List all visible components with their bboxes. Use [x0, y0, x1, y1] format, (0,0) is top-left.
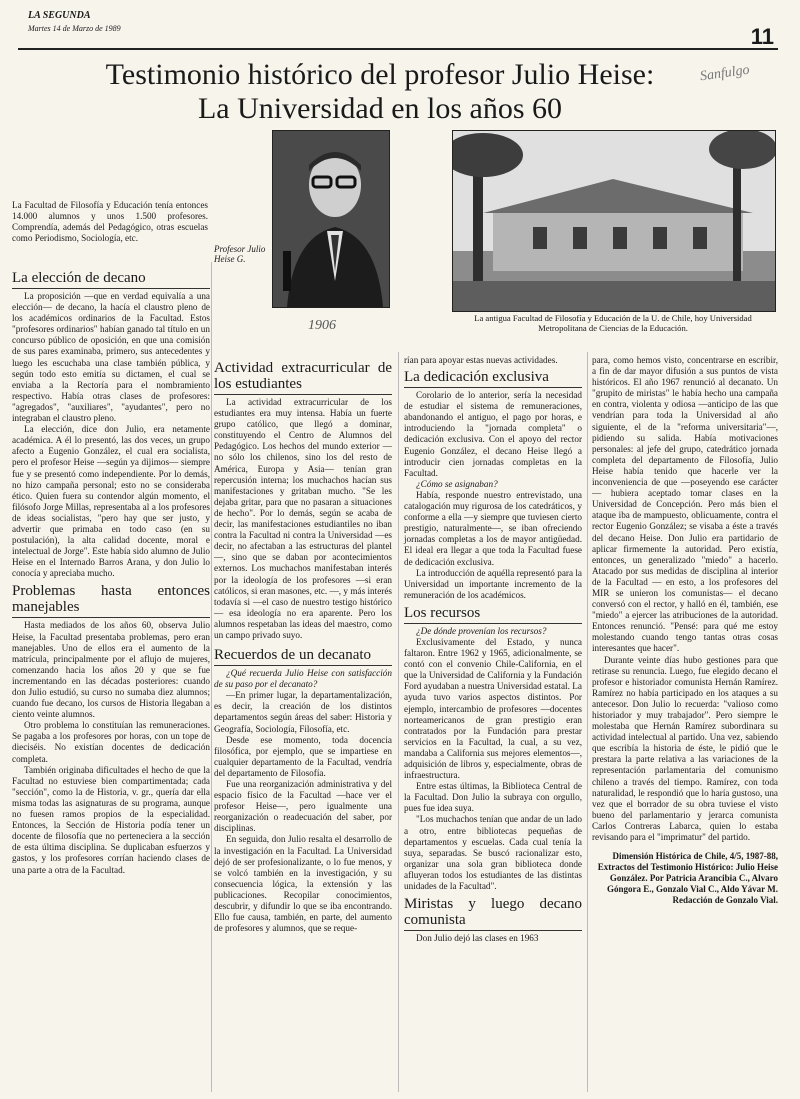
paragraph: La introducción de aquélla representó para la Universidad un importante incremento de la remuneración de los académicos. — [404, 567, 582, 600]
interview-question: ¿Cómo se asignaban? — [416, 478, 498, 489]
article-column-1 — [12, 270, 210, 876]
paragraph: La actividad extracurricular de los estudiantes era muy intensa. Había un fuerte grupo católico, que llegó a dominar, constituyendo el Centro de Alumnos del Pedagógico. Los hechos del mundo exterior —no sólo los chilenos, sino los del resto de América, Europa y Asia— tenían gran repercusión interna; los muchachos hacían sus manifestaciones y gritaban mucho. "Se les dejaba gritar, para que no pasaran a situaciones de hecho". Por lo demás, según se acaba de decir, las manifestaciones estudiantiles no iban contra la Facultad ni contra la Universidad —es decir, no afectaban a las estructuras del plantel—, sino que se daban por acontecimientos externos. Los muchachos manifestaban interés por la ideología de los profesores —si eran católicos, si eran masones, etc. —, y más interés todavía si —el caso de nuestro testigo histórico— esa ideología no era aparente. Pero los alumnos respetaban las ideas del maestro, como un campo privado suyo. — [214, 397, 392, 640]
section-heading-actividad: Actividad extracurricular de los estudiantes — [214, 360, 392, 395]
newspaper-name: LA SEGUNDA — [28, 10, 91, 21]
paragraph: Don Julio dejó las clases en 1963 — [416, 933, 539, 944]
interview-question: ¿De dónde provenían los recursos? — [416, 625, 547, 636]
section-heading-problemas: Problemas hasta entonces manejables — [12, 583, 210, 618]
portrait-photo — [272, 130, 390, 308]
handwritten-signature: Sanfulgo — [699, 62, 751, 85]
section-heading-miristas: Miristas y luego decano comunista — [404, 896, 582, 931]
article-column-3 — [404, 355, 582, 944]
masthead — [18, 4, 778, 50]
column-divider — [587, 352, 588, 1092]
paragraph: rían para apoyar estas nuevas actividades. — [404, 355, 558, 365]
handwritten-year: 1906 — [308, 318, 336, 333]
paragraph: Exclusivamente del Estado, y nunca faltaron. Entre 1962 y 1965, adicionalmente, se contó con el convenio Chile-California, en el que la Universidad de California y la Fundación Ford ayudaban a nuestra Universidad estatal. La ayuda tuvo varios aspectos distintos. Por ejemplo, intercambio de profesores —docentes norteamericanos de gran prestigio eran contratados por la Fundación para prestar servicios en la Facultad, la cual, a su vez, mandaba a California sus mejores elementos—, adquisición de libros y, especialmente, obras de infraestructura. — [404, 636, 582, 781]
paragraph: En seguida, don Julio resalta el desarrollo de la investigación en la Facultad. La Universidad dejó de ser profesionalizante, o lo fue menos, y se volcó también en la investigación, y su consecuencia lógica, la extensión y las publicaciones. Recopilar conocimientos, descubrir, y difundir lo que se iba encontrando. Ello fue causa, también, en parte, del aumento de profesores y alumnos, que se reque- — [214, 834, 392, 934]
section-heading-recuerdos: Recuerdos de un decanato — [214, 647, 392, 666]
article-column-4 — [592, 355, 778, 906]
section-heading-recursos: Los recursos — [404, 605, 582, 624]
article-column-2 — [214, 360, 392, 934]
headline-line-1: Testimonio histórico del profesor Julio Heise: — [105, 58, 655, 91]
paragraph: La elección, dice don Julio, era netamente académica. A él lo presentó, las dos veces, un grupo afecto a Eugenio González, el cual era socialista, pero el profesor Heise —según ya dijimos— siempre fue y se presentó como independiente. Por lo demás, no hizo campaña personal; esto no se consideraba ético. Quien fuera su contendor algún momento, el filósofo Jorge Millas, representaba al a los profesores de ideas socialistas, "pero hay que ser justo, y advertir que primaba en todo caso (en su postulación), la alta calidad docente, moral e intelectual de Jorge". Este había sido alumno de Julio Heise en el Internado Barros Arana, y don Julio lo conocía y apreciaba mucho. — [12, 424, 210, 579]
paragraph: La proposición —que en verdad equivalía a una elección— de decano, la hacía el claustro pleno de los académicos ordinarios de la Facultad. Estos "profesores ordinarios" habían ganado tal título en un concurso público de oposición, en que una comisión de sus pares examinaba, primero, sus antecedentes y luego les escuchaba una clase también pública, y según todo esto emitía su dictamen, el cual se enviaba a la Rectoría para el nombramiento respectivo. Había otras clases de profesores: "agregados", "auxiliares", "ayudantes", pero no integraban el claustro pleno. — [12, 291, 210, 424]
intro-paragraph: La Facultad de Filosofía y Educación tenía entonces 14.000 alumnos y unos 1.500 profesores. Comprendía, además del Pedagógico, otras escuelas como Periodismo, Sociología, etc. — [12, 200, 208, 243]
building-photo — [452, 130, 776, 312]
credits-source: Dimensión Histórica de Chile, 4/5, 1987-88, Extractos del Testimonio Histórico: Julio Heise González. Por Patricia Arancibia C., Alvaro Góngora E., Gonzalo Vial C., Aldo Yávar M. — [597, 851, 778, 895]
paragraph: para, como hemos visto, concentrarse en escribir, a fin de dar mayor difusión a sus puntos de vista históricos. El año 1967 renunció al decanato. Un "grupito de miristas" le había hecho una campaña en contra, violenta y odiosa —anticipo de las que vendrían para toda la Universidad al año siguiente, el de la "reforma universitaria"—, pidiendo su salida. Había motivaciones personales: al jefe del grupo, catedrático jornada completa del departamento de Filosofía, Julio Heise había tenido que hacerle ver la inconveniencia de que —poseyendo ese carácter— hubiera aceptado tomar clases en la Universidad de Concepción. Pero más bien el ataque iba de mampuesto, oblicuamente, contra el rector Eugenio González; se visaba a éste a través del decano Heise. Don Julio era partidario de aplicar firmemente la autoridad. Pero existía, entonces, un generalizado "miedo" a hacerlo. Atacado por sus medidas de disciplina al interior de la Facultad — en esto, a los profesores del MIR se unieron los comunistas— el decano conversó con el rector, y halló en él, también, ese "miedo" a ejercer las atribuciones de la autoridad. Entonces renunció. "Pensé: para qué me estoy molestando cuando tengo tantas otras cosas interesantes que hacer". — [592, 355, 778, 654]
building-caption: La antigua Facultad de Filosofía y Educación de la U. de Chile, hoy Universidad Metropolitana de Ciencias de la Educación. — [474, 313, 752, 333]
issue-date: Martes 14 de Marzo de 1989 — [28, 24, 121, 33]
page-number: 11 — [750, 24, 774, 49]
paragraph: Durante veinte días hubo gestiones para que retirase su renuncia. Luego, fue elegido decano el profesor e historiador comunista Hernán Ramírez. Ramírez no había participado en los ataques a su antecesor. Don Julio lo recuerda: "valioso como historiador y muy trabajador". Pero siempre le molestaba que Hernán Ramírez subordinara su actividad intelectual al partido. Una vez, sabiendo que escribía la historia de éste, le pidió que le prestara la parte relativa a las variaciones de la representación parlamentaria del comunismo chileno a través del tiempo. Ramírez, con toda naturalidad, le respondió que lo haría gustoso, una vez que el borrador de su obra tuviese el visto bueno del parlamentario y jerarca comunista Carlos Contreras Labarca, quien lo estaba revisando para el "imprimatur" del partido. — [592, 654, 778, 843]
credits-editor: Redacción de Gonzalo Vial. — [672, 895, 778, 906]
building-illustration — [453, 131, 775, 311]
paragraph: También originaba dificultades el hecho de que la Facultad no estuviese bien compartimentada; cada "sección", como la de Historia, v. gr., quería dar ella misma todas las asignaturas de su programa, aunque no fuesen ramos propios de la especialidad. Entonces, la Sección de Historia podía tener un docente de filosofía que no perteneciera a la sección de esta última disciplina. Se duplicaban esfuerzos y gastos, y los profesores corrían haciendo clases de una parte a otra de la Facultad. — [12, 764, 210, 875]
section-heading-eleccion: La elección de decano — [12, 270, 210, 289]
headline-line-2: La Universidad en los años 60 — [197, 92, 563, 125]
paragraph: Hasta mediados de los años 60, observa Julio Heise, la Facultad presentaba problemas, pero eran manejables. Uno de ellos era el aumento de la matrícula, principalmente por el aflujo de mujeres, comenzando hacia los años 20 y que se fue incrementando en las décadas posteriores: cuando don Julio estudió, su curso no sumaba diez alumnos; cuando fue decano, los cursos de Historia llegaban a ciento veinte alumnos. — [12, 620, 210, 720]
headline — [60, 58, 700, 126]
column-divider — [211, 262, 212, 1092]
paragraph: "Los muchachos tenían que andar de un lado a otro, entre bibliotecas pequeñas de departamentos y escuelas. Cada cual tenía la suya, separadas. Se buscó racionalizar esto, organizar una sola gran biblioteca donde afluyeran todos los estudiantes de las distintas unidades de la Facultad". — [404, 814, 582, 892]
paragraph: Entre estas últimas, la Biblioteca Central de la Facultad. Don Julio la subraya con orgullo, pues fue idea suya. — [404, 781, 582, 814]
paragraph: Había, responde nuestro entrevistado, una catalogación muy rigurosa de los catedráticos, y conforme a ella —y siempre que tuviesen cierto prestigio, naturalmente—, se iban ofreciendo jornadas completas a los de mayor antigüedad. El ideal era llegar a que toda la Facultad fuese de dedicación exclusiva. — [404, 489, 582, 567]
paragraph: Otro problema lo constituían las remuneraciones. Se pagaba a los profesores por horas, con un tope de dieciséis. No existían docentes de dedicación completa. — [12, 720, 210, 764]
paragraph: Corolario de lo anterior, sería la necesidad de estudiar el sistema de remuneraciones, abandonando el antiguo, el pago por horas, e introduciendo la "jornada completa" o dedicación exclusiva. Con el apoyo del rector Eugenio González, el decano Heise llegó a introducir cien jornadas completas en la Facultad. — [404, 390, 582, 478]
portrait-illustration — [273, 131, 389, 307]
section-heading-dedicacion: La dedicación exclusiva — [404, 369, 582, 388]
article-credits — [592, 851, 778, 906]
paragraph: Fue una reorganización administrativa y del espacio físico de la Facultad —hace ver el profesor Heise—, pero igualmente una reorganización o readecuación del saber, por disciplinas. — [214, 779, 392, 834]
paragraph: Desde ese momento, toda docencia filosófica, por ejemplo, que se impartiese en cualquier departamento de la Facultad, vendría del departamento de Filosofía. — [214, 734, 392, 778]
interview-question: ¿Qué recuerda Julio Heise con satisfacción de su paso por el decanato? — [214, 668, 392, 690]
paragraph: —En primer lugar, la departamentalización, es decir, la creación de los distintos departamentos según áreas del saber: Historia y Geografía, Sociología, Filosofía, etc. — [214, 690, 392, 734]
portrait-caption: Profesor Julio Heise G. — [214, 244, 266, 264]
column-divider — [398, 352, 399, 1092]
